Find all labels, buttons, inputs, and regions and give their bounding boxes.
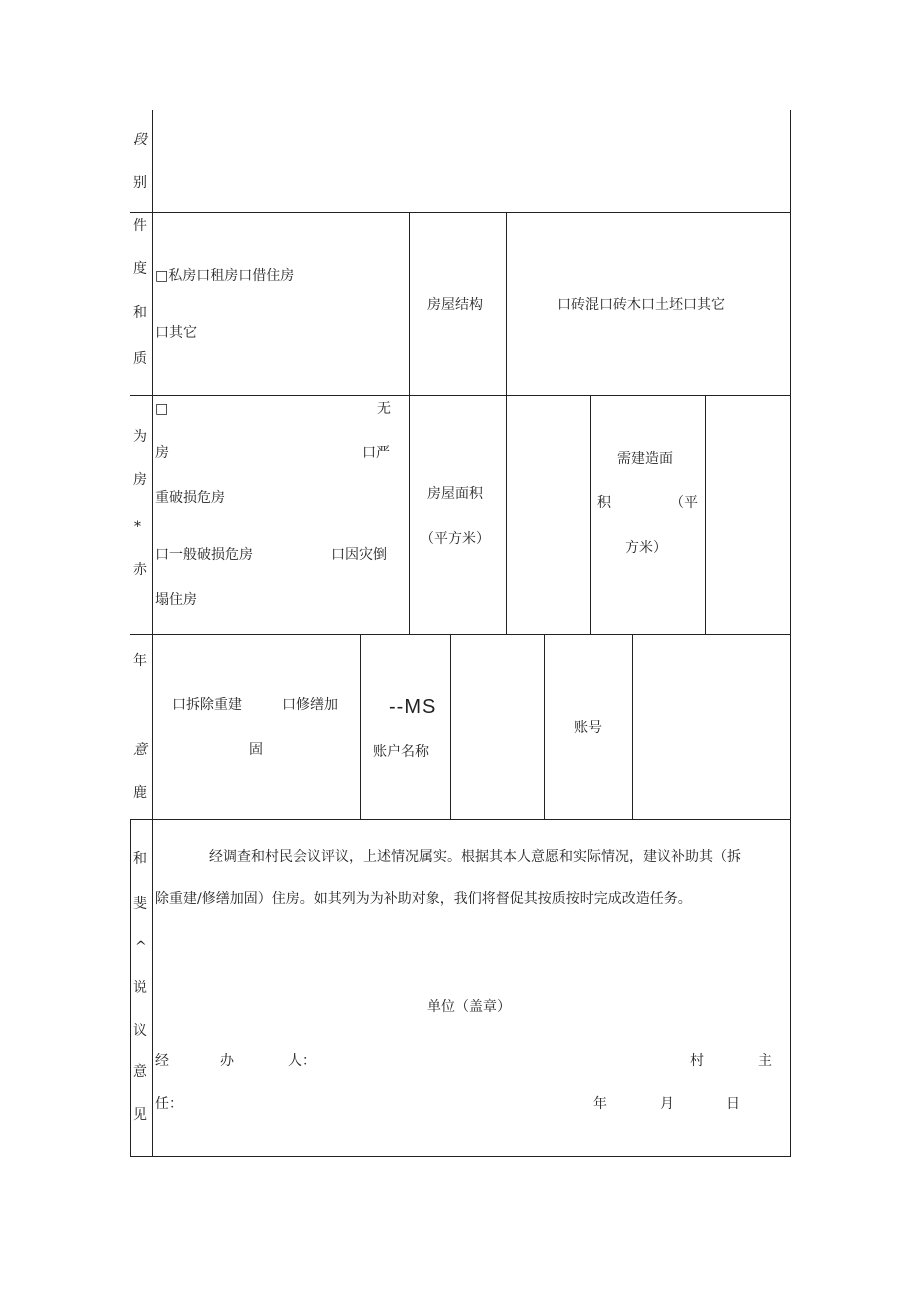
condition-checkbox: □ — [155, 401, 169, 417]
recommendation-text-line1: 经调查和村民会议评议，上述情况属实。根据其本人意愿和实际情况，建议补助其（拆 — [209, 849, 741, 865]
row1-label-char-1: 段 — [133, 132, 147, 148]
row-divider-4 — [130, 819, 791, 820]
row-divider-1 — [130, 212, 791, 213]
row3-label-char-2: 房 — [133, 472, 147, 488]
structure-options: 口砖混口砖木口土坯口其它 — [557, 297, 725, 313]
area-unit: （平方米） — [420, 531, 490, 547]
village-head-char-2: 主 — [758, 1053, 772, 1069]
area-label: 房屋面积 — [427, 486, 483, 502]
row4-label-char-3: 鹿 — [133, 785, 147, 801]
account-number-label: 账号 — [574, 720, 602, 736]
build-area-unit: 方米） — [625, 540, 667, 556]
row5-label-char-2: 斐 — [133, 896, 147, 912]
date-day: 日 — [726, 1096, 740, 1112]
row4-label-char-2: 意 — [133, 742, 147, 758]
date-year: 年 — [593, 1096, 607, 1112]
row4-divider-a — [360, 634, 361, 820]
condition-text-none: 无 — [377, 401, 391, 417]
row5-label-char-5: 议 — [133, 1023, 147, 1039]
reform-mode-rebuild: 口拆除重建 — [172, 697, 242, 713]
row5-label-char-3: ^ — [135, 939, 147, 955]
row4-divider-b — [450, 634, 451, 820]
row4-divider-d — [632, 634, 633, 820]
row3-divider-a — [409, 395, 410, 635]
row3-label-char-4: 赤 — [133, 562, 147, 578]
recommendation-text-line2: 除重建/修缮加固）住房。如其列为为补助对象，我们将督促其按质按时完成改造任务。 — [155, 891, 692, 907]
row5-label-char-4: 说 — [133, 980, 147, 996]
reform-mode-repair-cont: 固 — [249, 742, 263, 758]
row1-label-char-2: 别 — [133, 175, 147, 191]
condition-text-severe-cont: 重破损危房 — [155, 490, 225, 506]
condition-text-house: 房 — [155, 445, 169, 461]
row5-label-char-1: 和 — [133, 851, 147, 867]
row5-label-char-7: 见 — [133, 1107, 147, 1123]
row3-divider-d — [705, 395, 706, 635]
handler-char-3: 人： — [288, 1053, 316, 1069]
date-month: 月 — [660, 1096, 674, 1112]
handler-char-1: 经 — [155, 1053, 169, 1069]
table-bottom-border — [130, 1156, 791, 1157]
row3-divider-b — [506, 395, 507, 635]
account-name-label: 账户名称 — [373, 744, 429, 760]
structure-label: 房屋结构 — [427, 297, 483, 313]
row3-label-char-3: * — [134, 519, 141, 535]
reform-mode-repair: 口修缮加 — [282, 697, 338, 713]
build-area-label: 需建造面 — [617, 451, 673, 467]
row2-divider-b — [506, 212, 507, 396]
row2-label-char-4: 质 — [133, 351, 147, 367]
unit-seal: 单位（盖章） — [427, 999, 511, 1015]
village-head-char-1: 村 — [690, 1053, 704, 1069]
condition-text-disaster: 口因灾倒 — [331, 547, 387, 563]
row-divider-3 — [130, 634, 791, 635]
row-divider-2 — [130, 395, 791, 396]
condition-text-collapse: 塌住房 — [155, 592, 197, 608]
row3-divider-c — [590, 395, 591, 635]
row2-divider-a — [409, 212, 410, 396]
row2-label-char-2: 度 — [133, 261, 147, 277]
build-area-label-ping: （平 — [670, 495, 698, 511]
row2-label-char-3: 和 — [133, 305, 147, 321]
handler-char-2: 办 — [220, 1053, 234, 1069]
table-left-border — [130, 819, 131, 1157]
ownership-options-line1: □私房口租房口借住房 — [155, 268, 295, 284]
bank-mark: --MS — [389, 696, 437, 718]
row3-label-char-1: 为 — [133, 429, 147, 445]
row4-divider-c — [544, 634, 545, 820]
condition-text-general: 口一般破损危房 — [155, 547, 253, 563]
row2-label-char-1: 件 — [133, 218, 147, 234]
ownership-options-line2: 口其它 — [155, 325, 197, 341]
condition-text-severe: 口严 — [362, 445, 390, 461]
build-area-label-ji: 积 — [597, 495, 611, 511]
row5-label-char-6: 意 — [133, 1064, 147, 1080]
village-head-ren: 任： — [155, 1096, 183, 1112]
row4-label-char-1: 年 — [133, 653, 147, 669]
